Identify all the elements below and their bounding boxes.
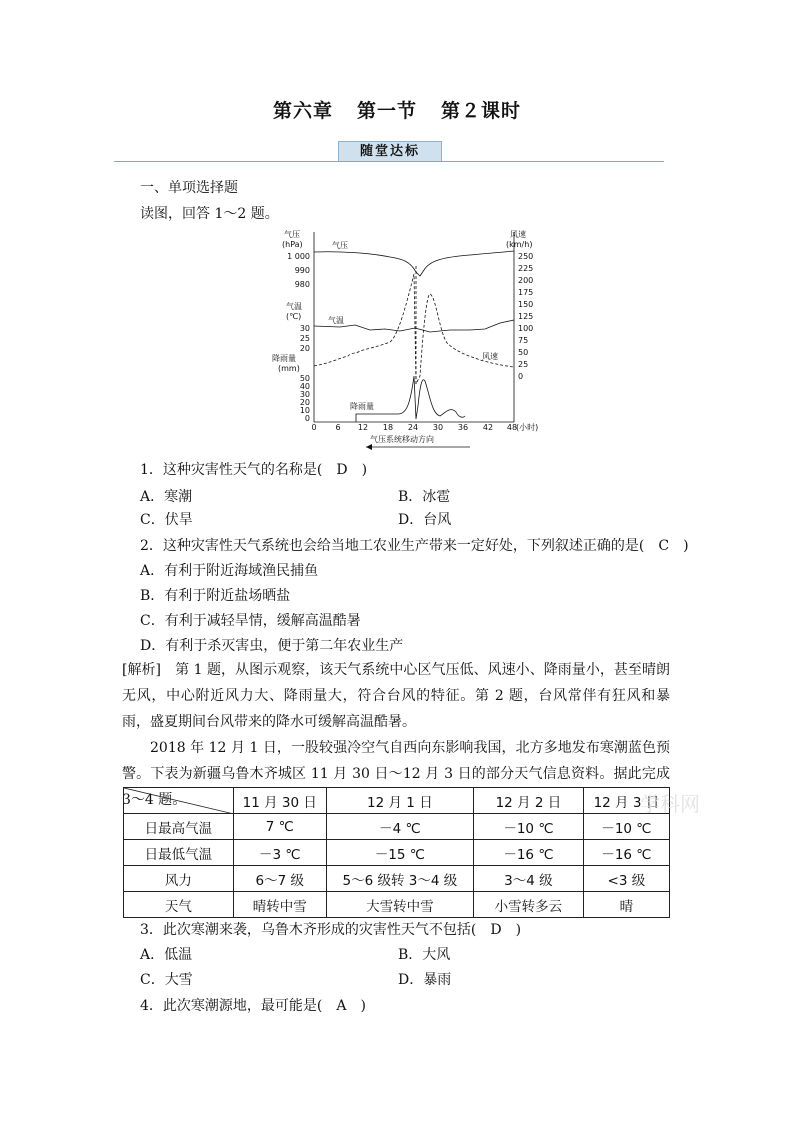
- x-tick: 12: [357, 423, 369, 432]
- rain-axis-unit: (mm): [278, 364, 300, 373]
- x-tick: 18: [382, 423, 394, 432]
- q2-option-d: D．有利于杀灭害虫，便于第二年农业生产: [140, 638, 404, 654]
- wind-tick: 225: [518, 264, 534, 273]
- analysis-text: [解析] 第 1 题，从图示观察，该天气系统中心区气压低、风速小、降雨量小，甚至晴朗无风，中心附近风力大、降雨量大，符合台风的特征。第 2 题，台风常伴有狂风和暴雨，盛夏期间台风带来的降水可缓解高温酷暑。: [122, 662, 670, 730]
- chapter-label: 第六章: [272, 100, 333, 122]
- table-header-row: [124, 788, 670, 814]
- header-divider: [114, 161, 664, 162]
- x-tick: 24: [407, 423, 419, 432]
- pressure-axis-unit: (hPa): [282, 240, 303, 249]
- temperature-curve: [314, 320, 514, 332]
- table-cell: －4 ℃: [326, 814, 473, 840]
- wind-tick: 25: [518, 360, 529, 369]
- section-heading: 一、单项选择题: [140, 180, 238, 196]
- pressure-tick: 990: [294, 266, 310, 275]
- temp-axis-unit: (℃): [286, 312, 302, 321]
- temp-curve-label: 气温: [328, 316, 344, 325]
- table-cell: －15 ℃: [326, 840, 473, 866]
- q3-option-b: B．大风: [398, 947, 451, 963]
- wind-tick: 75: [518, 336, 529, 345]
- row-label: 日最高气温: [124, 814, 234, 840]
- q2-stem: 2．这种灾害性天气系统也会给当地工农业生产带来一定好处，下列叙述正确的是( C ): [140, 538, 689, 554]
- temp-axis-label: 气温: [286, 302, 302, 311]
- rain-tick: 40: [299, 382, 310, 391]
- table-cell: －10 ℃: [583, 814, 669, 840]
- arrow-head-icon: [366, 444, 372, 450]
- temp-tick: 20: [299, 344, 310, 353]
- rain-tick: 0: [304, 414, 310, 423]
- rain-tick: 10: [299, 406, 310, 415]
- row-label: 天气: [124, 892, 234, 918]
- corner-diagonal: [124, 788, 234, 814]
- wind-curve-label: 风速: [482, 352, 498, 361]
- rain-tick: 20: [299, 398, 310, 407]
- temp-tick: 25: [299, 334, 310, 343]
- pressure-curve: [314, 251, 514, 276]
- column-header: 12 月 1 日: [326, 788, 473, 814]
- table-cell: －3 ℃: [233, 840, 326, 866]
- rain-axis-label: 降雨量: [272, 354, 296, 363]
- arrow-caption: 气压系统移动方向: [370, 435, 434, 444]
- rain-tick: 50: [299, 374, 310, 383]
- table-cell: 晴: [583, 892, 669, 918]
- rainfall-curve: [356, 376, 465, 422]
- pressure-curve-label: 气压: [332, 241, 348, 250]
- passage-text: 2018 年 12 月 1 日，一股较强冷空气自西向东影响我国，北方多地发布寒潮蓝色预警。下表为新疆乌鲁木齐城区 11 月 30 日～12 月 3 日的部分天气信息资料。据此完成 3～4 题。: [122, 740, 670, 808]
- q1-option-d: D．台风: [398, 512, 452, 528]
- intro-text: 读图，回答 1～2 题。: [140, 206, 279, 222]
- x-tick: 30: [432, 423, 444, 432]
- table-row: [124, 840, 670, 866]
- wind-tick: 200: [518, 276, 534, 285]
- q1-option-c: C．伏旱: [140, 512, 193, 528]
- table-cell: 小雪转多云: [474, 892, 584, 918]
- wind-tick: 0: [518, 372, 524, 381]
- q2-option-b: B．有利于附近盐场晒盐: [140, 588, 291, 604]
- pressure-axis-label: 气压: [284, 230, 300, 239]
- q1-option-a: A．寒潮: [140, 489, 193, 505]
- pressure-tick: 1 000: [287, 252, 310, 261]
- q2-option-c: C．有利于减轻旱情，缓解高温酷暑: [140, 613, 361, 629]
- wind-axis-label: 风速: [510, 230, 526, 239]
- wind-tick: 150: [518, 300, 534, 309]
- rain-curve-label: 降雨量: [350, 402, 374, 411]
- table-cell: －16 ℃: [583, 840, 669, 866]
- q1-stem: 1．这种灾害性天气的名称是( D ): [140, 462, 368, 478]
- column-header: 11 月 30 日: [233, 788, 326, 814]
- lesson-label: 第２课时: [441, 100, 522, 122]
- table-cell: －10 ℃: [474, 814, 584, 840]
- x-tick: 6: [335, 423, 341, 432]
- page-title: [0, 96, 794, 123]
- table-cell: <3 级: [583, 866, 669, 892]
- x-tick: 42: [482, 423, 494, 432]
- watermark: 学科网: [640, 792, 700, 816]
- wind-tick: 250: [518, 252, 534, 261]
- table-corner-cell: [124, 788, 234, 814]
- q3-option-d: D．暴雨: [398, 972, 452, 988]
- wind-tick: 50: [518, 348, 529, 357]
- q3-option-a: A．低温: [140, 947, 193, 963]
- q1-option-b: B．冰雹: [398, 489, 451, 505]
- x-tick: 0: [311, 423, 317, 432]
- table-row: [124, 866, 670, 892]
- table-cell: 3～4 级: [474, 866, 584, 892]
- table-row: [124, 892, 670, 918]
- x-tick: 48: [506, 423, 518, 432]
- table-row: [124, 814, 670, 840]
- q3-stem: 3．此次寒潮来袭，乌鲁木齐形成的灾害性天气不包括( D ): [140, 922, 522, 938]
- row-label: 风力: [124, 866, 234, 892]
- q3-option-c: C．大雪: [140, 972, 193, 988]
- x-tick: 36: [457, 423, 469, 432]
- wind-tick: 175: [518, 288, 534, 297]
- temp-tick: 30: [299, 324, 310, 333]
- q2-option-a: A．有利于附近海域渔民捕鱼: [140, 563, 319, 579]
- weather-table: [123, 787, 670, 918]
- section-label: 第一节: [356, 100, 417, 122]
- q4-stem: 4．此次寒潮源地，最可能是( A ): [140, 998, 366, 1014]
- table-cell: －16 ℃: [474, 840, 584, 866]
- weather-figure: [270, 226, 560, 454]
- table-cell: 5～6 级转 3～4 级: [326, 866, 473, 892]
- pressure-tick: 980: [294, 280, 310, 289]
- column-header: 12 月 2 日: [474, 788, 584, 814]
- column-header: 12 月 3 日: [583, 788, 669, 814]
- x-unit: (小时): [516, 423, 539, 432]
- wind-tick: 125: [518, 312, 534, 321]
- wind-axis-unit: (km/h): [506, 240, 533, 249]
- table-cell: 7 ℃: [233, 814, 326, 840]
- table-cell: 晴转中雪: [233, 892, 326, 918]
- table-cell: 大雪转中雪: [326, 892, 473, 918]
- table-cell: 6～7 级: [233, 866, 326, 892]
- wind-tick: 100: [518, 324, 534, 333]
- row-label: 日最低气温: [124, 840, 234, 866]
- rain-tick: 30: [299, 390, 310, 399]
- section-badge: 随堂达标: [338, 141, 442, 162]
